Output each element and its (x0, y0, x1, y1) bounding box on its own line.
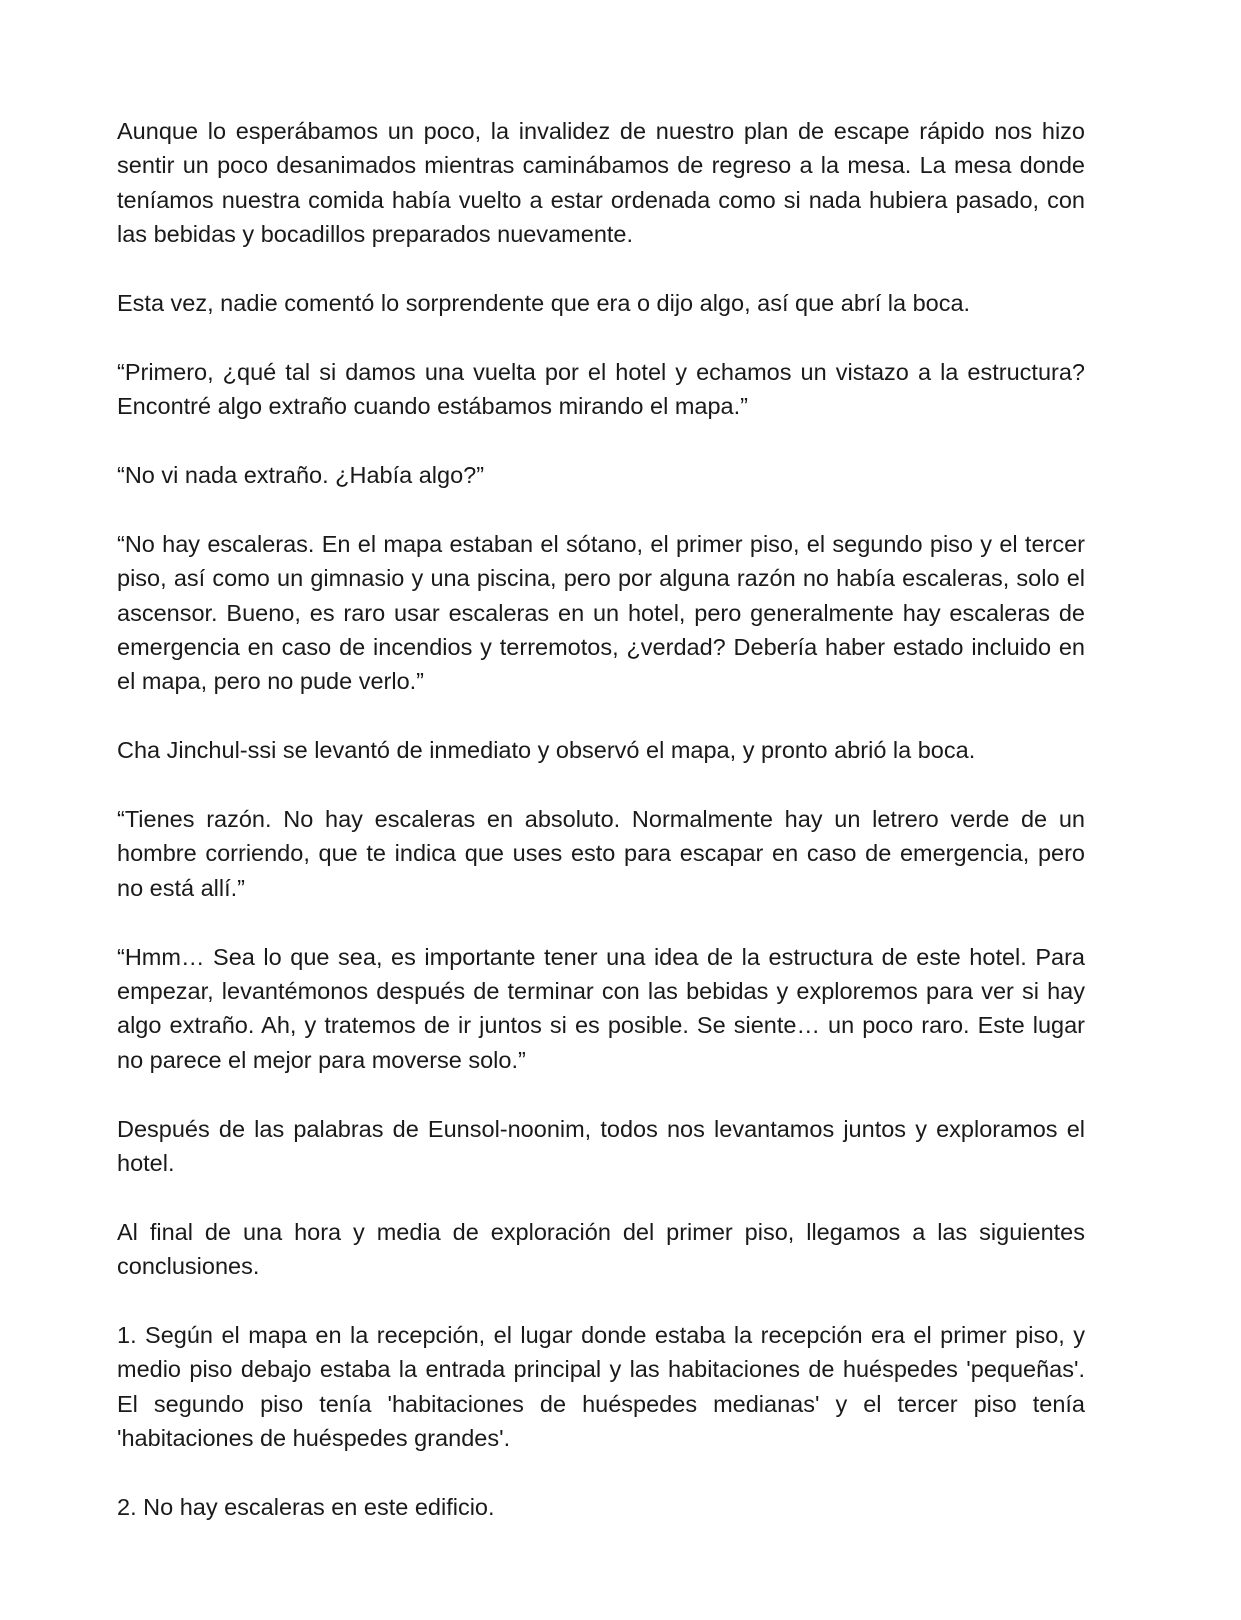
paragraph-8: “Hmm… Sea lo que sea, es importante tener una idea de la estructura de este hotel. Para empezar, levantémonos después de terminar con las bebidas y exploremos para ver si hay algo extraño. Ah, y tratemos de ir juntos si es posible. Se siente… un poco raro. Este lugar no parece el mejor para moverse solo.” (117, 943, 1085, 1073)
paragraph-7: “Tienes razón. No hay escaleras en absoluto. Normalmente hay un letrero verde de un hombre corriendo, que te indica que uses esto para escapar en caso de emergencia, pero no está allí.” (117, 806, 1085, 901)
paragraph-12: 2. No hay escaleras en este edificio. (117, 1494, 495, 1521)
paragraph-6: Cha Jinchul-ssi se levantó de inmediato y observó el mapa, y pronto abrió la boca. (117, 737, 976, 764)
paragraph-1: Aunque lo esperábamos un poco, la invalidez de nuestro plan de escape rápido nos hizo sentir un poco desanimados mientras caminábamos de regreso a la mesa. La mesa donde teníamos nuestra comida había vuelto a estar ordenada como si nada hubiera pasado, con las bebidas y bocadillos preparados nuevamente. (117, 118, 1085, 248)
paragraph-10: Al final de una hora y media de exploración del primer piso, llegamos a las siguientes conclusiones. (117, 1218, 1085, 1280)
paragraph-5: “No hay escaleras. En el mapa estaban el sótano, el primer piso, el segundo piso y el tercer piso, así como un gimnasio y una piscina, pero por alguna razón no había escaleras, solo el ascensor. Bueno, es raro usar escaleras en un hotel, pero generalmente hay escaleras de emergencia en caso de incendios y terremotos, ¿verdad? Debería haber estado incluido en el mapa, pero no pude verlo.” (117, 530, 1085, 695)
paragraph-11: 1. Según el mapa en la recepción, el lugar donde estaba la recepción era el primer piso, y medio piso debajo estaba la entrada principal y las habitaciones de huéspedes 'pequeñas'. El segundo piso tenía 'habitaciones de huéspedes medianas' y el tercer piso tenía 'habitaciones de huéspedes grandes'. (117, 1322, 1085, 1452)
paragraph-3: “Primero, ¿qué tal si damos una vuelta por el hotel y echamos un vistazo a la estructura? Encontré algo extraño cuando estábamos mirando el mapa.” (117, 358, 1085, 420)
paragraph-2: Esta vez, nadie comentó lo sorprendente que era o dijo algo, así que abrí la boca. (117, 290, 971, 317)
document-page (117, 114, 1085, 1524)
paragraph-4: “No vi nada extraño. ¿Había algo?” (117, 462, 485, 489)
paragraph-9: Después de las palabras de Eunsol-noonim, todos nos levantamos juntos y exploramos el hotel. (117, 1115, 1085, 1177)
